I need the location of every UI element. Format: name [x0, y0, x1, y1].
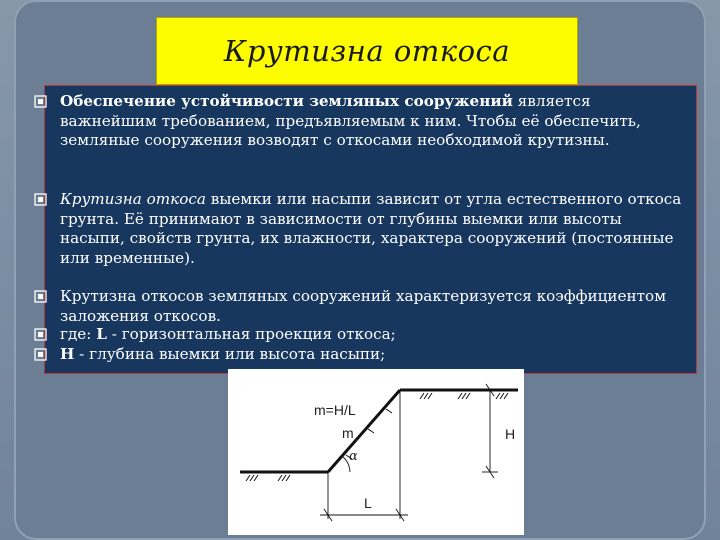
- bullet-2-text: выемки или насыпи зависит от угла естественного откоса грунта. Её принимают в зависимости от глубины выемки или высоты насыпи, свойств грунта, их влажности, характера сооружений (постоянные или временные).: [60, 190, 682, 267]
- bullet-item-2: [60, 190, 682, 268]
- bullet-icon: [34, 290, 48, 304]
- bullet-item-1: [60, 92, 682, 151]
- bullet-2-italic: Крутизна откоса: [60, 190, 206, 208]
- bullet-4-prefix: где:: [60, 325, 97, 343]
- bullet-5-text: - глубина выемки или высота насыпи;: [74, 345, 386, 363]
- bullet-icon: [34, 328, 48, 342]
- upper-hatching: [420, 393, 508, 399]
- h-label: H: [505, 426, 516, 442]
- formula-label: m=H/L: [314, 402, 356, 418]
- title-box: [156, 17, 578, 85]
- bullet-item-5: [60, 345, 682, 365]
- lower-hatching: [246, 475, 290, 481]
- bullet-1-bold: Обеспечение устойчивости земляных сооружений: [60, 92, 513, 110]
- bullet-item-3: [60, 287, 682, 326]
- slope-diagram-drawing: [228, 369, 524, 535]
- bullet-icon: [34, 348, 48, 362]
- bullet-4-text: - горизонтальная проекция откоса;: [106, 325, 396, 343]
- bullet-5-bold: H: [60, 345, 75, 363]
- m-label: m: [342, 425, 354, 441]
- bullet-item-4: [60, 325, 682, 345]
- bullet-icon: [34, 193, 48, 207]
- l-label: L: [364, 495, 372, 511]
- bullet-1-text: является важнейшим требованием, предъявляемым к ним. Чтобы её обеспечить, земляные сооружения возводят с откосами необходимой крутизны.: [60, 92, 641, 149]
- slide-title: Крутизна откоса: [223, 34, 511, 68]
- alpha-label: α: [349, 449, 358, 464]
- slope-diagram: [228, 369, 524, 535]
- bullet-4-bold: L: [96, 325, 107, 343]
- bullet-icon: [34, 95, 48, 109]
- bullet-3-text: Крутизна откосов земляных сооружений характеризуется коэффициентом заложения откосов.: [60, 287, 667, 325]
